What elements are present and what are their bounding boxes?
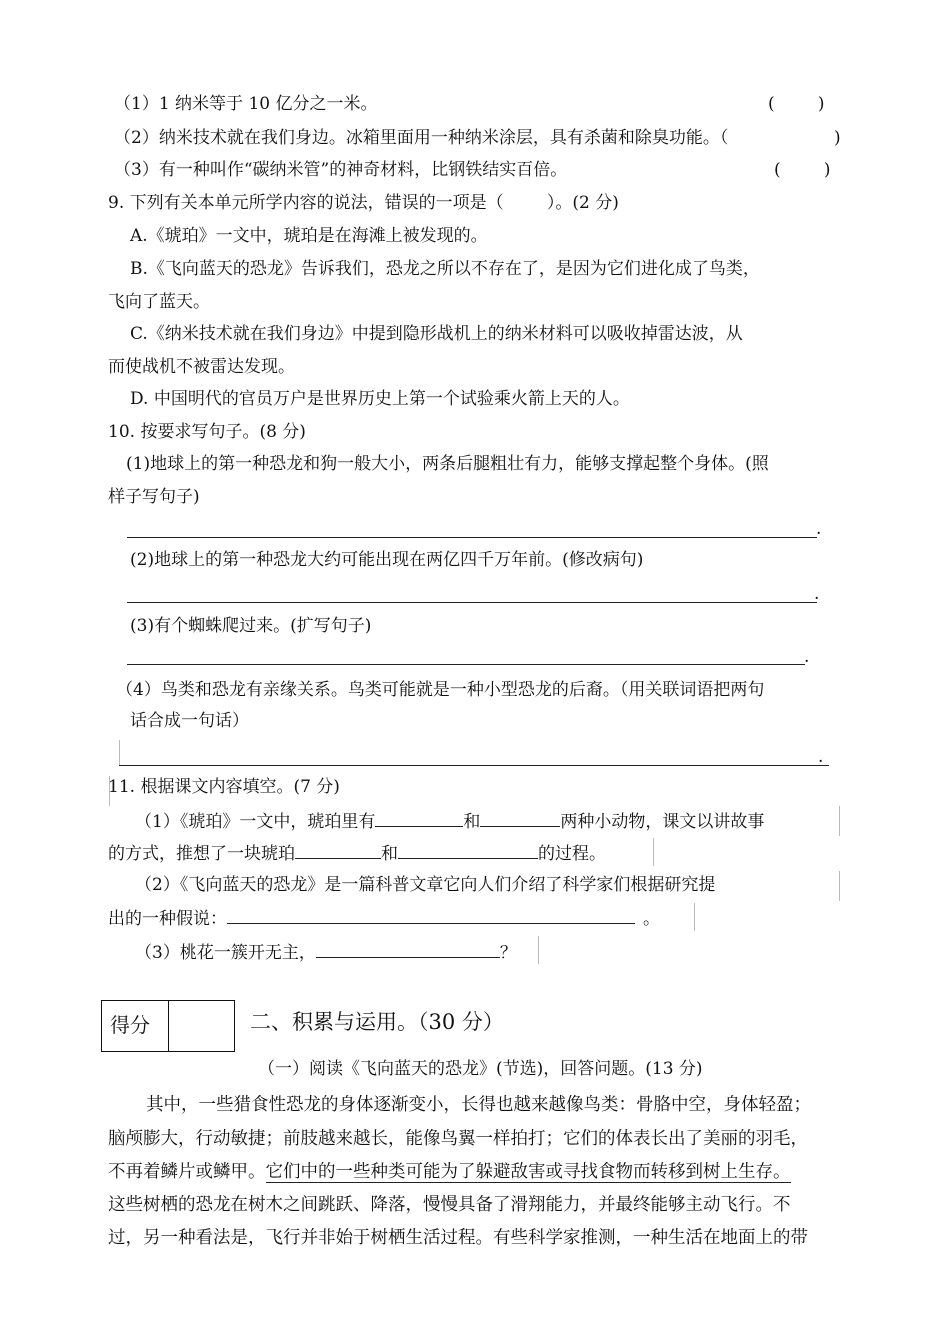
passage-line-5: 过，另一种看法是，飞行并非始于树栖生活过程。有些科学家推测，一种生活在地面上的带: [108, 1228, 808, 1248]
q11-item-1-text-f: 的过程。: [538, 844, 606, 864]
q8-item-2-answer[interactable]: ): [834, 128, 841, 148]
q10-item-1-line2: 样子写句子): [108, 487, 200, 507]
q11-item-1-text-d: 的方式，推想了一块琥珀: [108, 844, 295, 864]
q10-stem: 10. 按要求写句子。(8 分): [108, 422, 306, 442]
q10-item-3-period: .: [804, 647, 810, 667]
q11-item-2-right-edge: [839, 871, 840, 901]
q11-blank-2[interactable]: [480, 808, 560, 827]
q9-option-b-line1: B.《飞向蓝天的恐龙》告诉我们，恐龙之所以不存在了，是因为它们进化成了鸟类，: [130, 259, 760, 279]
passage-line-3: [108, 1156, 848, 1189]
q8-item-1-answer[interactable]: ( ): [768, 94, 825, 114]
q11-item-2-line2: [108, 905, 660, 931]
q10-item-4-line1: （4）鸟类和恐龙有亲缘关系。鸟类可能就是一种小型恐龙的后裔。（用关联词语把两句: [116, 680, 765, 700]
q9-option-d: D. 中国明代的官员万户是世界历史上第一个试验乘火箭上天的人。: [130, 389, 630, 409]
reading-subtitle: （一）阅读《飞向蓝天的恐龙》(节选)，回答问题。(13 分): [258, 1059, 703, 1079]
q11-item-2-line1: （2）《飞向蓝天的恐龙》是一篇科普文章它向人们介绍了科学家们根据研究提: [135, 875, 716, 895]
section-2-title: 二、积累与运用。（30 分）: [250, 1010, 504, 1034]
q11-item-3-text-b: ？: [499, 943, 517, 963]
q11-item-1-text-a: （1）《琥珀》一文中，琥珀里有: [135, 812, 376, 832]
q10-item-4-period: .: [818, 747, 824, 767]
q9-option-a: A.《琥珀》一文中，琥珀是在海滩上被发现的。: [130, 226, 488, 246]
q10-item-1-answer-line[interactable]: [127, 537, 817, 538]
q10-item-4-answer-box-edge: [119, 740, 120, 766]
q10-item-4-answer-line[interactable]: [119, 765, 829, 766]
score-label: 得分: [102, 1001, 169, 1051]
q11-item-1-right-edge: [839, 806, 840, 836]
q8-item-2: （2）纳米技术就在我们身边。冰箱里面用一种纳米涂层，具有杀菌和除臭功能。（: [114, 128, 729, 148]
q10-item-1-period: .: [816, 519, 822, 539]
q10-item-1-line1: (1)地球上的第一种恐龙和狗一般大小，两条后腿粗壮有力，能够支撑起整个身体。(照: [126, 454, 769, 474]
q10-item-4-line2: 话合成一句话）: [130, 711, 249, 731]
q11-item-1-text-e: 和: [381, 844, 398, 864]
q9-option-c-line2: 而使战机不被雷达发现。: [108, 357, 295, 377]
q11-blank-4[interactable]: [398, 840, 538, 859]
q11-item-3: [135, 939, 517, 965]
q11-item-1-line1: [135, 808, 764, 834]
q8-item-1: （1）1 纳米等于 10 亿分之一米。: [114, 94, 378, 114]
q11-blank-6[interactable]: [316, 939, 500, 958]
q11-blank-1[interactable]: [375, 808, 463, 827]
q10-item-2-answer-line[interactable]: [127, 602, 817, 603]
q11-item-2-line2-right-edge: [694, 903, 695, 931]
q11-item-2-text-b: 出的一种假说：: [108, 909, 227, 929]
passage-line-2: 脑颅膨大，行动敏捷；前肢越来越长，能像鸟翼一样拍打；它们的体表长出了美丽的羽毛，: [108, 1129, 808, 1149]
q10-item-3: (3)有个蜘蛛爬过来。(扩写句子): [130, 616, 372, 636]
passage-line-1: 其中，一些猎食性恐龙的身体逐渐变小，长得也越来越像鸟类：骨胳中空，身体轻盈；: [146, 1095, 811, 1115]
passage-line-3-start: 不再着鳞片或鳞甲。: [108, 1162, 266, 1182]
passage-line-4: 这些树栖的恐龙在树木之间跳跃、降落，慢慢具备了滑翔能力，并最终能够主动飞行。不: [108, 1195, 791, 1215]
q11-item-1-line2: [108, 840, 606, 866]
q11-item-1-line2-right-edge: [653, 838, 654, 866]
underlined-sentence: 它们中的一些种类可能为了躲避敌害或寻找食物而转移到树上生存: [265, 1162, 773, 1182]
q11-item-3-right-edge: [538, 936, 539, 964]
q9-option-c-line1: C.《纳米技术就在我们身边》中提到隐形战机上的纳米材料可以吸收掉雷达波，从: [130, 324, 743, 344]
q11-item-1-text-c: 两种小动物，课文以讲故事: [560, 812, 765, 832]
q11-item-3-text-a: （3）桃花一簇开无主，: [135, 943, 316, 963]
q11-blank-5[interactable]: [227, 905, 635, 924]
score-entry-cell[interactable]: [169, 1001, 234, 1051]
q10-item-2: (2)地球上的第一种恐龙大约可能出现在两亿四千万年前。(修改病句): [130, 550, 644, 570]
score-box: [101, 1000, 235, 1052]
q11-stem: 11. 根据课文内容填空。(7 分): [108, 777, 340, 797]
q11-blank-3[interactable]: [295, 840, 381, 859]
q10-item-3-answer-line[interactable]: [127, 664, 805, 665]
q8-item-3-answer[interactable]: ( ): [774, 160, 831, 180]
q9-stem: 9. 下列有关本单元所学内容的说法，错误的一项是（ ）。(2 分): [108, 193, 619, 213]
q10-item-2-period: .: [814, 584, 820, 604]
q11-item-2-text-c: 。: [643, 909, 660, 929]
underlined-sentence-end: 。: [773, 1162, 791, 1182]
q9-option-b-line2: 飞向了蓝天。: [108, 292, 210, 312]
q11-item-1-text-b: 和: [463, 812, 481, 832]
q8-item-3: （3）有一种叫作“碳纳米管”的神奇材料，比钢铁结实百倍。: [114, 160, 568, 180]
